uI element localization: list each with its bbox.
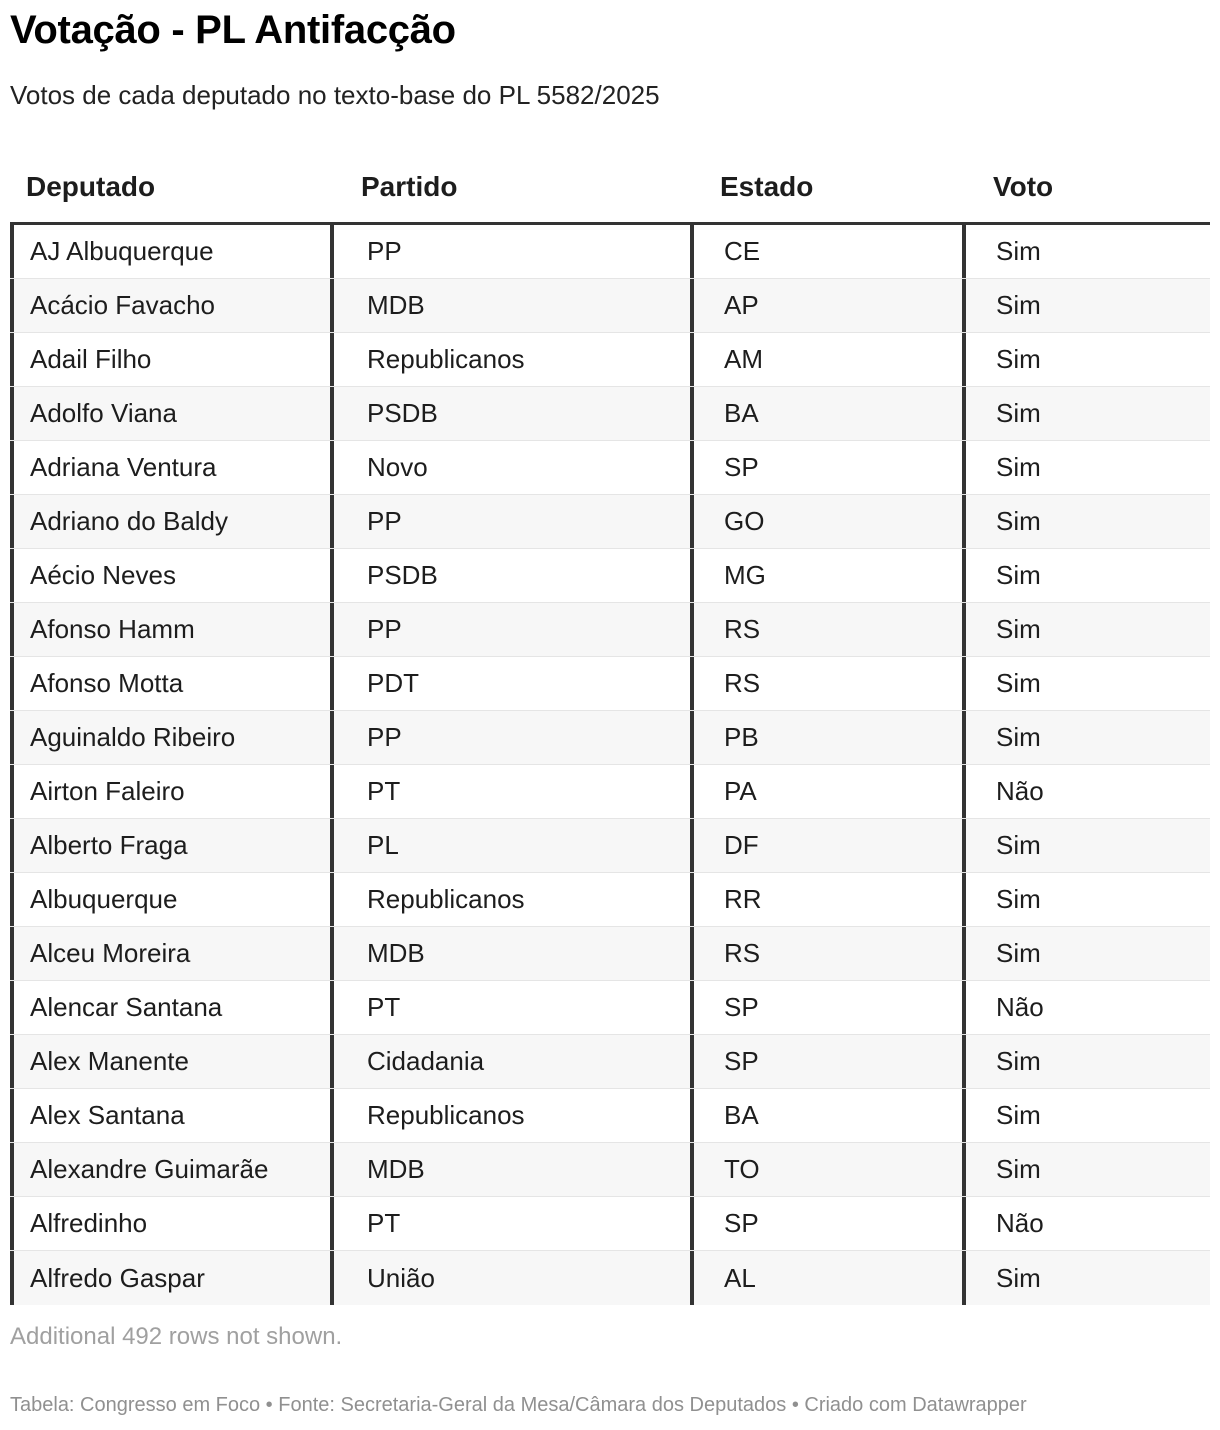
cell-estado: PA bbox=[690, 765, 962, 818]
cell-voto: Sim bbox=[962, 873, 1210, 926]
table-row bbox=[10, 819, 1210, 873]
cell-voto: Não bbox=[962, 981, 1210, 1034]
table-row bbox=[10, 1089, 1210, 1143]
cell-partido: Republicanos bbox=[330, 333, 690, 386]
cell-voto: Sim bbox=[962, 549, 1210, 602]
table-title: Votação - PL Antifacção bbox=[10, 8, 456, 52]
cell-voto: Sim bbox=[962, 1089, 1210, 1142]
table-row bbox=[10, 1197, 1210, 1251]
cell-voto: Sim bbox=[962, 711, 1210, 764]
cell-deputado: Adail Filho bbox=[10, 333, 330, 386]
cell-partido: PP bbox=[330, 225, 690, 278]
cell-estado: BA bbox=[690, 1089, 962, 1142]
cell-partido: MDB bbox=[330, 279, 690, 332]
table-row bbox=[10, 225, 1210, 279]
cell-partido: PDT bbox=[330, 657, 690, 710]
column-header-estado[interactable]: Estado bbox=[720, 171, 814, 202]
cell-deputado: Afonso Motta bbox=[10, 657, 330, 710]
cell-partido: PL bbox=[330, 819, 690, 872]
cell-deputado: Aécio Neves bbox=[10, 549, 330, 602]
cell-voto: Sim bbox=[962, 1035, 1210, 1088]
cell-estado: SP bbox=[690, 1035, 962, 1088]
cell-estado: DF bbox=[690, 819, 962, 872]
cell-voto: Sim bbox=[962, 441, 1210, 494]
cell-voto: Sim bbox=[962, 387, 1210, 440]
table-row bbox=[10, 279, 1210, 333]
table-row bbox=[10, 657, 1210, 711]
cell-deputado: Acácio Favacho bbox=[10, 279, 330, 332]
table-row bbox=[10, 603, 1210, 657]
table-body bbox=[10, 225, 1210, 1305]
table-row bbox=[10, 765, 1210, 819]
cell-voto: Sim bbox=[962, 657, 1210, 710]
cell-deputado: Alberto Fraga bbox=[10, 819, 330, 872]
column-header-partido[interactable]: Partido bbox=[361, 171, 458, 202]
cell-deputado: Aguinaldo Ribeiro bbox=[10, 711, 330, 764]
column-header-deputado[interactable]: Deputado bbox=[26, 171, 156, 202]
cell-partido: PT bbox=[330, 765, 690, 818]
cell-partido: PP bbox=[330, 603, 690, 656]
cell-deputado: Albuquerque bbox=[10, 873, 330, 926]
cell-estado: AL bbox=[690, 1251, 962, 1305]
cell-deputado: AJ Albuquerque bbox=[10, 225, 330, 278]
table-row bbox=[10, 711, 1210, 765]
cell-voto: Sim bbox=[962, 495, 1210, 548]
cell-partido: Republicanos bbox=[330, 873, 690, 926]
votes-table bbox=[10, 160, 1210, 1305]
cell-voto: Não bbox=[962, 765, 1210, 818]
column-header-voto[interactable]: Voto bbox=[993, 171, 1054, 202]
table-row bbox=[10, 549, 1210, 603]
cell-estado: SP bbox=[690, 1197, 962, 1250]
cell-deputado: Alexandre Guimarãe bbox=[10, 1143, 330, 1196]
cell-estado: AM bbox=[690, 333, 962, 386]
cell-deputado: Alfredo Gaspar bbox=[10, 1251, 330, 1305]
cell-deputado: Alex Manente bbox=[10, 1035, 330, 1088]
cell-partido: Cidadania bbox=[330, 1035, 690, 1088]
cell-deputado: Adriano do Baldy bbox=[10, 495, 330, 548]
cell-partido: Novo bbox=[330, 441, 690, 494]
table-row bbox=[10, 981, 1210, 1035]
table-footer: Tabela: Congresso em Foco • Fonte: Secretaria-Geral da Mesa/Câmara dos Deputados • Criado com Datawrapper bbox=[10, 1394, 1027, 1416]
cell-partido: União bbox=[330, 1251, 690, 1305]
cell-voto: Sim bbox=[962, 1251, 1210, 1305]
cell-partido: MDB bbox=[330, 927, 690, 980]
rows-not-shown-note: Additional 492 rows not shown. bbox=[10, 1323, 343, 1350]
cell-estado: SP bbox=[690, 981, 962, 1034]
table-row bbox=[10, 1251, 1210, 1305]
cell-estado: GO bbox=[690, 495, 962, 548]
cell-estado: BA bbox=[690, 387, 962, 440]
cell-estado: RS bbox=[690, 927, 962, 980]
cell-estado: MG bbox=[690, 549, 962, 602]
cell-partido: PP bbox=[330, 711, 690, 764]
cell-partido: PT bbox=[330, 1197, 690, 1250]
cell-partido: Republicanos bbox=[330, 1089, 690, 1142]
cell-estado: TO bbox=[690, 1143, 962, 1196]
cell-deputado: Alex Santana bbox=[10, 1089, 330, 1142]
cell-estado: AP bbox=[690, 279, 962, 332]
cell-voto: Sim bbox=[962, 927, 1210, 980]
cell-voto: Sim bbox=[962, 819, 1210, 872]
cell-partido: PT bbox=[330, 981, 690, 1034]
cell-voto: Sim bbox=[962, 603, 1210, 656]
table-row bbox=[10, 927, 1210, 981]
cell-deputado: Alencar Santana bbox=[10, 981, 330, 1034]
cell-partido: PP bbox=[330, 495, 690, 548]
cell-voto: Sim bbox=[962, 279, 1210, 332]
cell-deputado: Adolfo Viana bbox=[10, 387, 330, 440]
cell-deputado: Airton Faleiro bbox=[10, 765, 330, 818]
cell-partido: MDB bbox=[330, 1143, 690, 1196]
cell-deputado: Adriana Ventura bbox=[10, 441, 330, 494]
cell-estado: RR bbox=[690, 873, 962, 926]
cell-voto: Sim bbox=[962, 333, 1210, 386]
cell-deputado: Alceu Moreira bbox=[10, 927, 330, 980]
cell-estado: PB bbox=[690, 711, 962, 764]
cell-estado: RS bbox=[690, 657, 962, 710]
table-row bbox=[10, 1143, 1210, 1197]
cell-voto: Sim bbox=[962, 225, 1210, 278]
table-row bbox=[10, 387, 1210, 441]
table-subtitle: Votos de cada deputado no texto-base do PL 5582/2025 bbox=[10, 80, 660, 110]
table-row bbox=[10, 441, 1210, 495]
cell-estado: CE bbox=[690, 225, 962, 278]
cell-estado: RS bbox=[690, 603, 962, 656]
cell-voto: Não bbox=[962, 1197, 1210, 1250]
table-header bbox=[10, 160, 1210, 225]
table-row bbox=[10, 333, 1210, 387]
table-row bbox=[10, 495, 1210, 549]
table-row bbox=[10, 1035, 1210, 1089]
cell-partido: PSDB bbox=[330, 387, 690, 440]
cell-partido: PSDB bbox=[330, 549, 690, 602]
cell-deputado: Afonso Hamm bbox=[10, 603, 330, 656]
cell-voto: Sim bbox=[962, 1143, 1210, 1196]
cell-estado: SP bbox=[690, 441, 962, 494]
cell-deputado: Alfredinho bbox=[10, 1197, 330, 1250]
table-row bbox=[10, 873, 1210, 927]
